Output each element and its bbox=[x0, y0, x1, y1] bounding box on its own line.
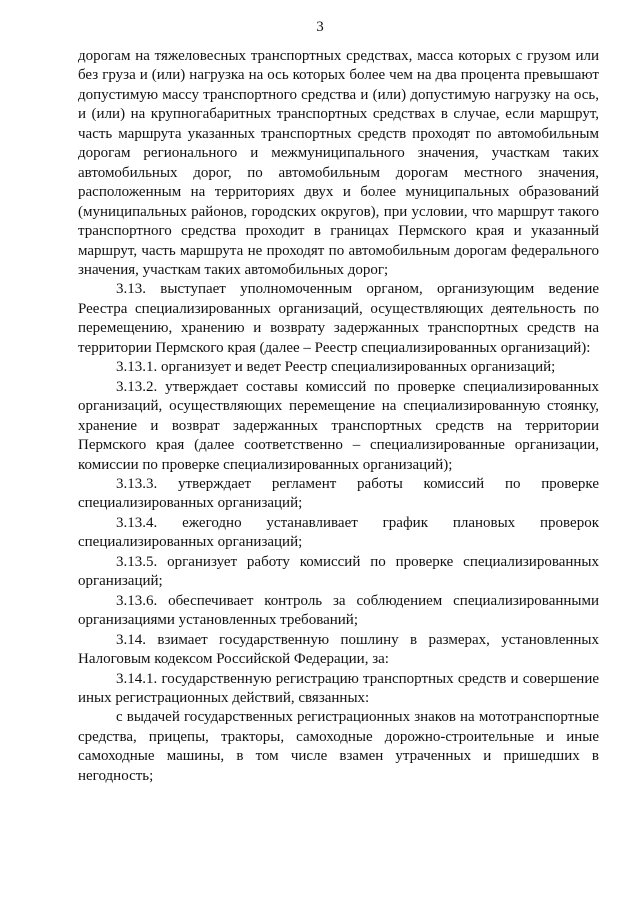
paragraph-3-13-3: 3.13.3. утверждает регламент работы комиссий по проверке специализированных организаций; bbox=[78, 475, 599, 512]
paragraph-registration-plates: с выдачей государственных регистрационных знаков на мототранспортные средства, прицепы, тракторы, самоходные дорожно-строительные и иные самоходные машины, в том числе взамен утраченных и пришедших в негодность; bbox=[78, 709, 599, 784]
paragraph-3-13-2: 3.13.2. утверждает составы комиссий по проверке специализированных организаций, осуществляющих перемещение на специализированную стоянку, хранение и возврат задержанных транспортных средств на территории Пермского края (далее соответственно – специализированные организации, комиссии по проверке специализированных организаций); bbox=[78, 378, 599, 473]
paragraph-3-13-5: 3.13.5. организует работу комиссий по проверке специализированных организаций; bbox=[78, 553, 599, 590]
paragraph-3-13: 3.13. выступает уполномоченным органом, организующим ведение Реестра специализированных организаций, осуществляющих деятельность по перемещению, хранению и возврату задержанных транспортных средств на территории Пермского края (далее – Реестр специализированных организаций): bbox=[78, 281, 599, 356]
paragraph-3-14: 3.14. взимает государственную пошлину в размерах, установленных Налоговым кодексом Российской Федерации, за: bbox=[78, 631, 599, 668]
paragraph-3-13-6: 3.13.6. обеспечивает контроль за соблюдением специализированными организациями установленных требований; bbox=[78, 592, 599, 629]
paragraph-3-13-1: 3.13.1. организует и ведет Реестр специализированных организаций; bbox=[116, 359, 556, 376]
paragraph-3-13-4: 3.13.4. ежегодно устанавливает график плановых проверок специализированных организаций; bbox=[78, 514, 599, 551]
page-number: 3 bbox=[316, 19, 324, 35]
paragraph-continuation: дорогам на тяжеловесных транспортных средствах, масса которых с грузом или без груза и (или) нагрузка на ось которых более чем на два процента превышают допустимую массу транспортного средства и (или) допустимую нагрузку на ось, и (или) на крупногабаритных транспортных средствах в случае, если маршрут, часть маршрута указанных транспортных средств проходят по автомобильным дорогам регионального и межмуниципального значения, участкам таких автомобильных дорог, по автомобильным дорогам местного значения, расположенным на территориях двух и более муниципальных образований (муниципальных районов, городских округов), при условии, что маршрут такого транспортного средства проходит в границах Пермского края и указанный маршрут, часть маршрута не проходят по автомобильным дорогам федерального значения, участкам таких автомобильных дорог; bbox=[78, 48, 599, 278]
paragraph-3-14-1: 3.14.1. государственную регистрацию транспортных средств и совершение иных регистрационных действий, связанных: bbox=[78, 670, 599, 706]
document-body bbox=[78, 47, 599, 786]
